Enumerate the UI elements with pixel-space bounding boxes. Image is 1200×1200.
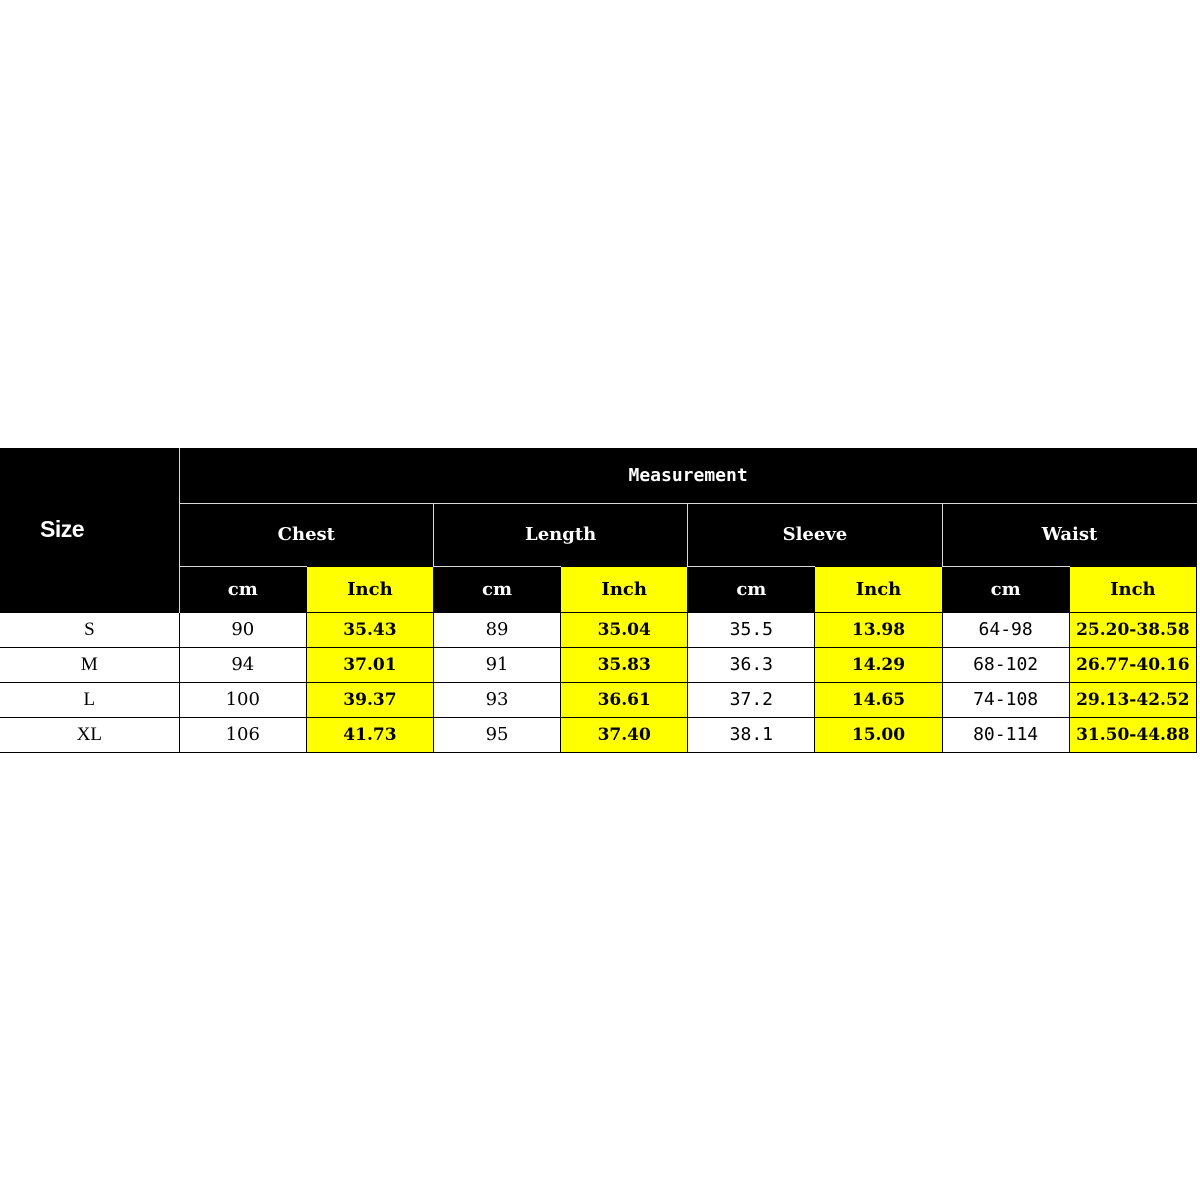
sleeve-cm-header: cm bbox=[688, 566, 815, 612]
sleeve-inch-header: Inch bbox=[815, 566, 942, 612]
size-column-header: Size bbox=[0, 448, 179, 612]
size-chart-table bbox=[0, 448, 1197, 753]
waist-header: Waist bbox=[942, 503, 1196, 566]
chest-cm-cell: 90 bbox=[179, 612, 306, 647]
waist-inch-header: Inch bbox=[1069, 566, 1196, 612]
size-cell: M bbox=[0, 647, 179, 682]
table-row bbox=[0, 647, 1197, 682]
sleeve-cm-cell: 36.3 bbox=[688, 647, 815, 682]
size-cell: XL bbox=[0, 717, 179, 752]
chest-cm-cell: 94 bbox=[179, 647, 306, 682]
waist-cm-cell: 80-114 bbox=[942, 717, 1069, 752]
length-inch-cell: 35.04 bbox=[561, 612, 688, 647]
waist-inch-cell: 29.13-42.52 bbox=[1069, 682, 1196, 717]
chest-inch-cell: 35.43 bbox=[306, 612, 433, 647]
sleeve-inch-cell: 15.00 bbox=[815, 717, 942, 752]
sleeve-cm-cell: 38.1 bbox=[688, 717, 815, 752]
table-row bbox=[0, 682, 1197, 717]
chest-cm-cell: 106 bbox=[179, 717, 306, 752]
sleeve-cm-cell: 37.2 bbox=[688, 682, 815, 717]
waist-cm-cell: 68-102 bbox=[942, 647, 1069, 682]
sleeve-header: Sleeve bbox=[688, 503, 942, 566]
chest-inch-cell: 37.01 bbox=[306, 647, 433, 682]
chest-cm-header: cm bbox=[179, 566, 306, 612]
table-row bbox=[0, 717, 1197, 752]
chest-inch-cell: 41.73 bbox=[306, 717, 433, 752]
chest-inch-header: Inch bbox=[306, 566, 433, 612]
table-row bbox=[0, 612, 1197, 647]
length-inch-header: Inch bbox=[561, 566, 688, 612]
table-body bbox=[0, 612, 1197, 752]
waist-cm-cell: 64-98 bbox=[942, 612, 1069, 647]
waist-cm-header: cm bbox=[942, 566, 1069, 612]
length-cm-cell: 91 bbox=[433, 647, 560, 682]
length-cm-header: cm bbox=[433, 566, 560, 612]
length-inch-cell: 37.40 bbox=[561, 717, 688, 752]
length-inch-cell: 35.83 bbox=[561, 647, 688, 682]
size-cell: L bbox=[0, 682, 179, 717]
length-cm-cell: 93 bbox=[433, 682, 560, 717]
chest-header: Chest bbox=[179, 503, 433, 566]
length-header: Length bbox=[433, 503, 687, 566]
chest-inch-cell: 39.37 bbox=[306, 682, 433, 717]
sleeve-inch-cell: 13.98 bbox=[815, 612, 942, 647]
measurement-header: Measurement bbox=[179, 448, 1196, 503]
sleeve-inch-cell: 14.65 bbox=[815, 682, 942, 717]
sleeve-cm-cell: 35.5 bbox=[688, 612, 815, 647]
waist-inch-cell: 25.20-38.58 bbox=[1069, 612, 1196, 647]
waist-cm-cell: 74-108 bbox=[942, 682, 1069, 717]
sleeve-inch-cell: 14.29 bbox=[815, 647, 942, 682]
table-header bbox=[0, 448, 1197, 612]
waist-inch-cell: 31.50-44.88 bbox=[1069, 717, 1196, 752]
length-cm-cell: 95 bbox=[433, 717, 560, 752]
chest-cm-cell: 100 bbox=[179, 682, 306, 717]
length-inch-cell: 36.61 bbox=[561, 682, 688, 717]
waist-inch-cell: 26.77-40.16 bbox=[1069, 647, 1196, 682]
size-cell: S bbox=[0, 612, 179, 647]
length-cm-cell: 89 bbox=[433, 612, 560, 647]
